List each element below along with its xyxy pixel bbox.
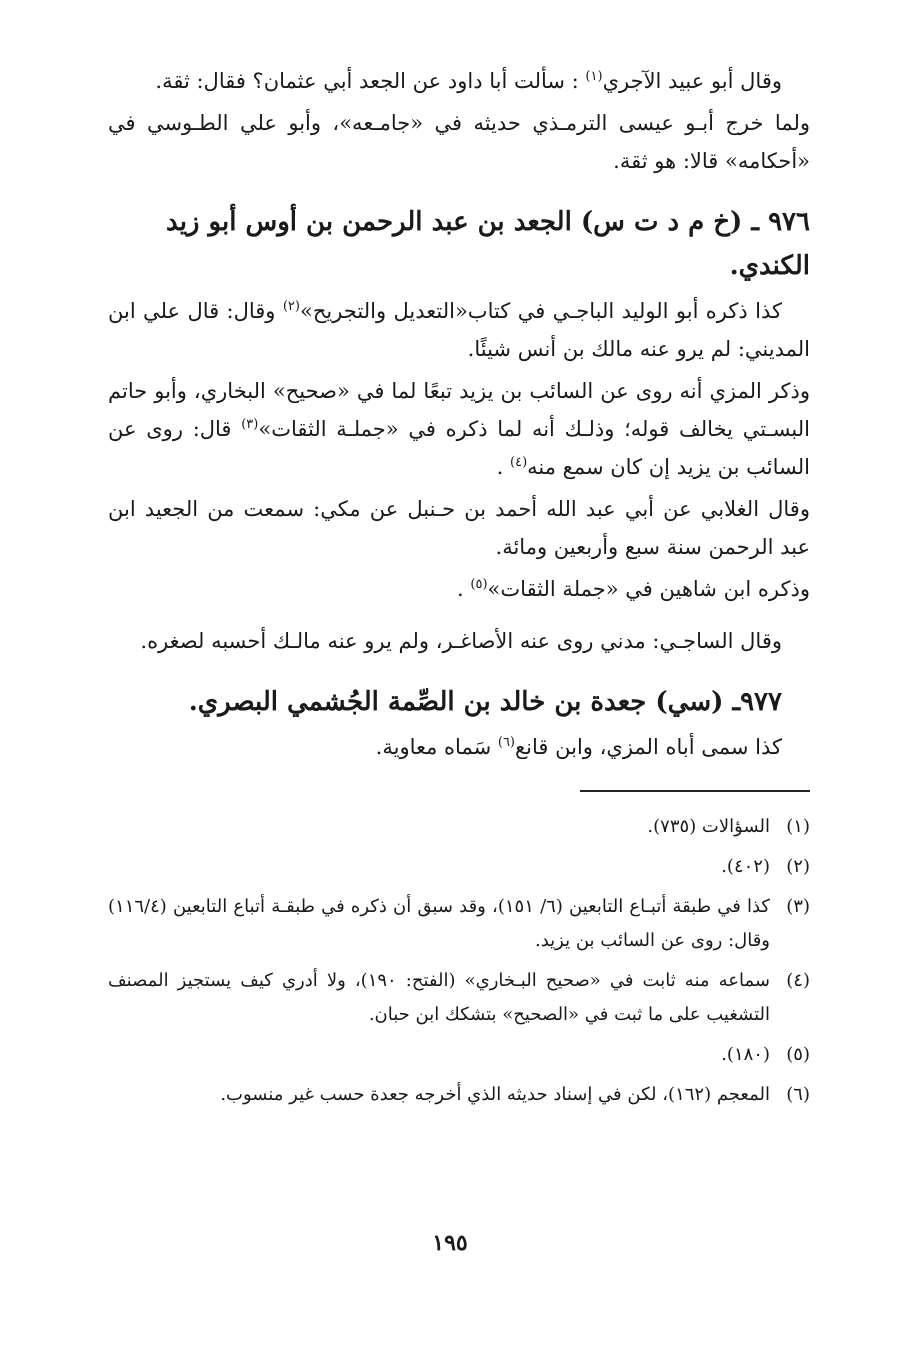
footnote-ref-6[interactable]: (٦) (497, 735, 515, 750)
spacer (108, 660, 810, 674)
page-body (108, 62, 810, 1118)
paragraph-baji (108, 292, 810, 368)
footnote-3 (108, 890, 810, 958)
footnote-ref-4[interactable]: (٤) (510, 455, 528, 470)
paragraph-mizzi (108, 372, 810, 486)
entry-heading-976: ٩٧٦ ـ (خ م د ت س) الجعد بن عبد الرحمن بن أوس أبو زيد الكندي. (166, 207, 810, 281)
paragraph-text: سَماه معاوية. (375, 735, 498, 759)
footnote-text: المعجم (١٦٢)، لكن في إسناد حديثه الذي أخرجه جعدة حسب غير منسوب. (220, 1084, 770, 1105)
footnote-text: السؤالات (٧٣٥). (647, 816, 770, 837)
footnote-number: (١) (786, 816, 810, 837)
footnote-6 (108, 1078, 810, 1112)
footnote-1 (108, 810, 810, 844)
footnote-2 (108, 850, 810, 884)
paragraph-text: كذا ذكره أبو الوليد الباجـي في كتاب«التعديل والتجريح» (299, 299, 782, 323)
paragraph-text: . (457, 577, 471, 601)
footnotes (108, 810, 810, 1112)
paragraph-ghalabi: وقال الغلابي عن أبي عبد الله أحمد بن حـنبل عن مكي: سمعت من الجعيد ابن عبد الرحمن سنة سبع وأربعين ومائة. (108, 497, 810, 559)
paragraph-ajurri (108, 62, 810, 100)
paragraph-text: : سألت أبا داود عن الجعد أبي عثمان؟ فقال: ثقة. (155, 69, 586, 93)
paragraph-text: كذا سمى أباه المزي، وابن قانع (515, 735, 782, 759)
footnote-text: سماعه منه ثابت في «صحيح البـخاري» (الفتح: ١٩٠)، ولا أدري كيف يستجيز المصنف التشغيب على ما ثبت في «الصحيح» بتشكك ابن حبان. (108, 970, 770, 1025)
paragraph-ibn-qani (108, 728, 810, 766)
footnote-number: (٦) (786, 1084, 810, 1105)
footnote-4 (108, 964, 810, 1032)
footnote-text: كذا في طبقة أتبـاع التابعين (٦/ ١٥١)، وقد سبق أن ذكره في طبقـة أتباع التابعين (١١٦/٤) وقال: روى عن السائب بن يزيد. (108, 896, 770, 951)
footnote-divider (580, 790, 810, 792)
page-number: ١٩٥ (432, 1230, 468, 1256)
paragraph-saji: وقال الساجـي: مدني روى عنه الأصاغـر، ولم يرو عنه مالـك أحسبه لصغره. (140, 629, 782, 653)
footnote-ref-5[interactable]: (٥) (470, 577, 488, 592)
footnote-ref-3[interactable]: (٣) (241, 417, 259, 432)
footnote-text: (٤٠٢). (721, 856, 770, 877)
footnote-text: (١٨٠). (721, 1044, 770, 1065)
paragraph-text: وذكره ابن شاهين في «جملة الثقات» (487, 577, 810, 601)
footnote-5 (108, 1038, 810, 1072)
footnote-number: (٤) (786, 970, 810, 991)
footnote-number: (٥) (786, 1044, 810, 1065)
paragraph-text: . (496, 455, 511, 479)
spacer (108, 180, 810, 194)
footnote-ref-2[interactable]: (٢) (282, 299, 300, 314)
paragraph-text: وذكر المزي أنه روى عن السائب بن يزيد تبعًا لما في «صحيح» البخاري، وأبو حاتم البسـتي يخالف قوله؛ وذلـك أنه لما ذكره في «جملـة الثقات» (108, 379, 811, 441)
paragraph-tirmidhi: ولما خرج أبـو عيسى الترمـذي حديثه في «جامـعه»، وأبو علي الطـوسي في «أحكامه» قالا: هو ثقة. (108, 111, 810, 173)
spacer (108, 608, 810, 622)
footnote-number: (٣) (786, 896, 810, 917)
paragraph-ibn-shahin (108, 570, 810, 608)
paragraph-text: وقال: قال علي ابن المديني: لم يرو عنه مالك بن أنس شيئًا. (108, 299, 810, 361)
footnote-number: (٢) (786, 856, 810, 877)
paragraph-text: وقال أبو عبيد الآجري (602, 69, 782, 93)
paragraph-text: قال: روى عن السائب بن يزيد إن كان سمع منه (108, 417, 810, 479)
entry-heading-977: ٩٧٧ـ (سي) جعدة بن خالد بن الصِّمة الجُشمي البصري. (188, 687, 782, 717)
footnote-ref-1[interactable]: (١) (585, 69, 603, 84)
